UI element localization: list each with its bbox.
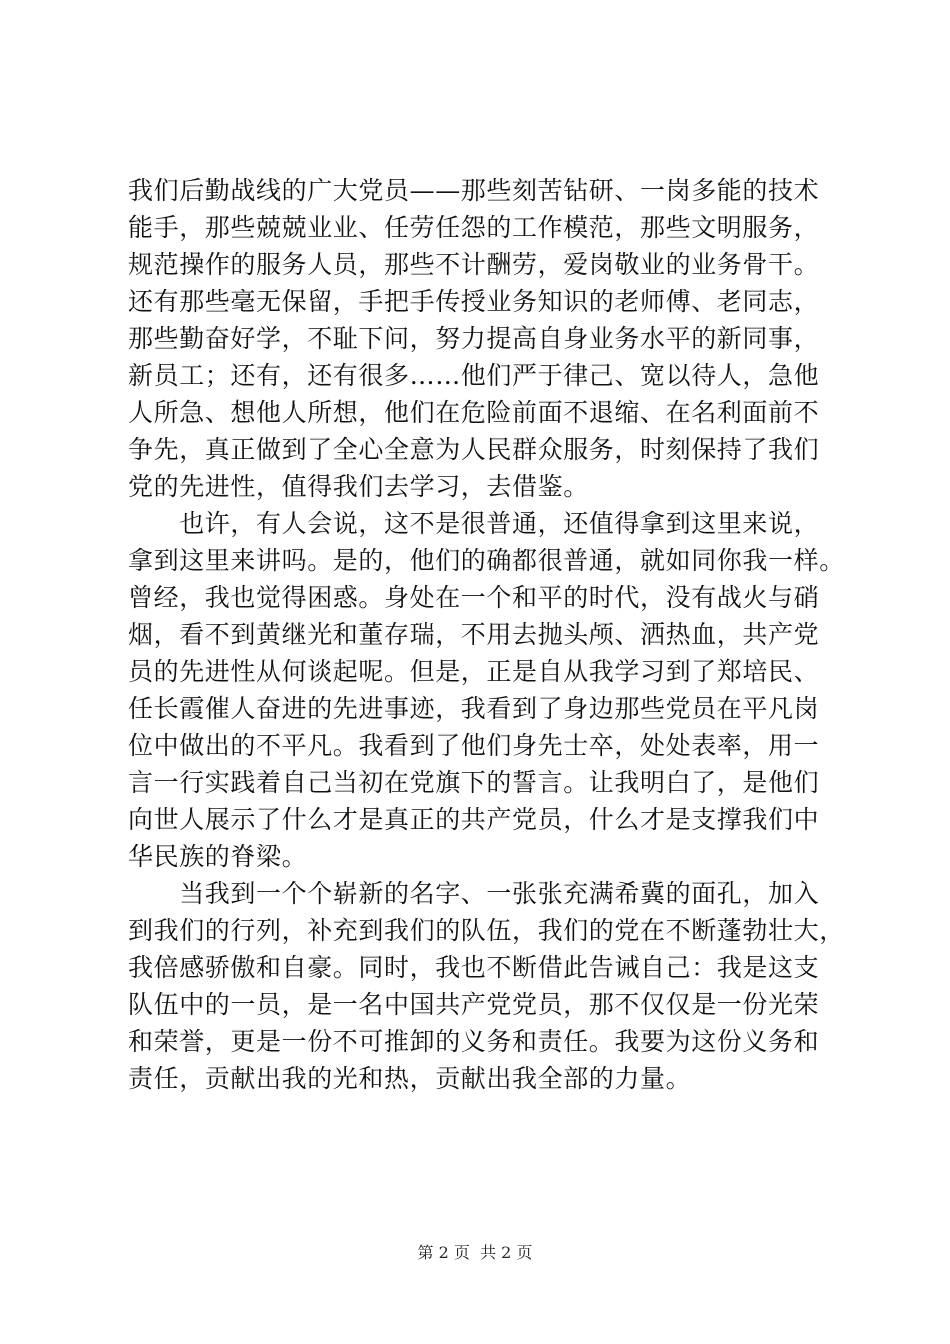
text-line: 党的先进性，值得我们去学习，去借鉴。 bbox=[128, 472, 589, 501]
text-line: 争先，真正做到了全心全意为人民群众服务，时刻保持了我们 bbox=[128, 435, 820, 464]
text-line: 那些勤奋好学，不耻下问，努力提高自身业务水平的新同事， bbox=[128, 324, 820, 353]
text-line: 责任，贡献出我的光和热，贡献出我全部的力量。 bbox=[128, 1064, 692, 1093]
text-line: 烟，看不到黄继光和董存瑞，不用去抛头颅、洒热血，共产党 bbox=[128, 620, 820, 649]
text-line: 还有那些毫无保留，手把手传授业务知识的老师傅、老同志， bbox=[128, 287, 820, 316]
text-line: 员的先进性从何谈起呢。但是，正是自从我学习到了郑培民、 bbox=[128, 657, 820, 686]
text-line: 我们后勤战线的广大党员——那些刻苦钻研、一岗多能的技术 bbox=[128, 176, 820, 205]
body-text bbox=[128, 172, 848, 1097]
text-line: 和荣誉，更是一份不可推卸的义务和责任。我要为这份义务和 bbox=[128, 1027, 820, 1056]
text-line: 人所急、想他人所想，他们在危险前面不退缩、在名利面前不 bbox=[128, 398, 820, 427]
text-line: 华民族的脊梁。 bbox=[128, 842, 308, 871]
text-line: 队伍中的一员，是一名中国共产党党员，那不仅仅是一份光荣 bbox=[128, 990, 820, 1019]
text-line: 规范操作的服务人员，那些不计酬劳，爱岗敬业的业务骨干。 bbox=[128, 250, 820, 279]
text-line: 任长霞催人奋进的先进事迹，我看到了身边那些党员在平凡岗 bbox=[128, 694, 820, 723]
text-line: 也许，有人会说，这不是很普通，还值得拿到这里来说， bbox=[128, 509, 820, 538]
text-line: 能手，那些兢兢业业、任劳任怨的工作模范，那些文明服务， bbox=[128, 213, 820, 242]
text-line: 拿到这里来讲吗。是的，他们的确都很普通，就如同你我一样。 bbox=[128, 546, 845, 575]
text-line: 向世人展示了什么才是真正的共产党员，什么才是支撑我们中 bbox=[128, 805, 820, 834]
text-line: 言一行实践着自己当初在党旗下的誓言。让我明白了，是他们 bbox=[128, 768, 820, 797]
text-line: 新员工；还有，还有很多……他们严于律己、宽以待人，急他 bbox=[128, 361, 820, 390]
page-footer bbox=[0, 1243, 950, 1263]
text-line: 曾经，我也觉得困惑。身处在一个和平的时代，没有战火与硝 bbox=[128, 583, 820, 612]
text-line: 我倍感骄傲和自豪。同时，我也不断借此告诫自己：我是这支 bbox=[128, 953, 820, 982]
page-number-label: 第 2 页 共 2 页 bbox=[417, 1243, 533, 1262]
text-line: 到我们的行列，补充到我们的队伍，我们的党在不断蓬勃壮大， bbox=[128, 916, 845, 945]
text-line: 当我到一个个崭新的名字、一张张充满希冀的面孔，加入 bbox=[128, 879, 820, 908]
text-line: 位中做出的不平凡。我看到了他们身先士卒，处处表率，用一 bbox=[128, 731, 820, 760]
